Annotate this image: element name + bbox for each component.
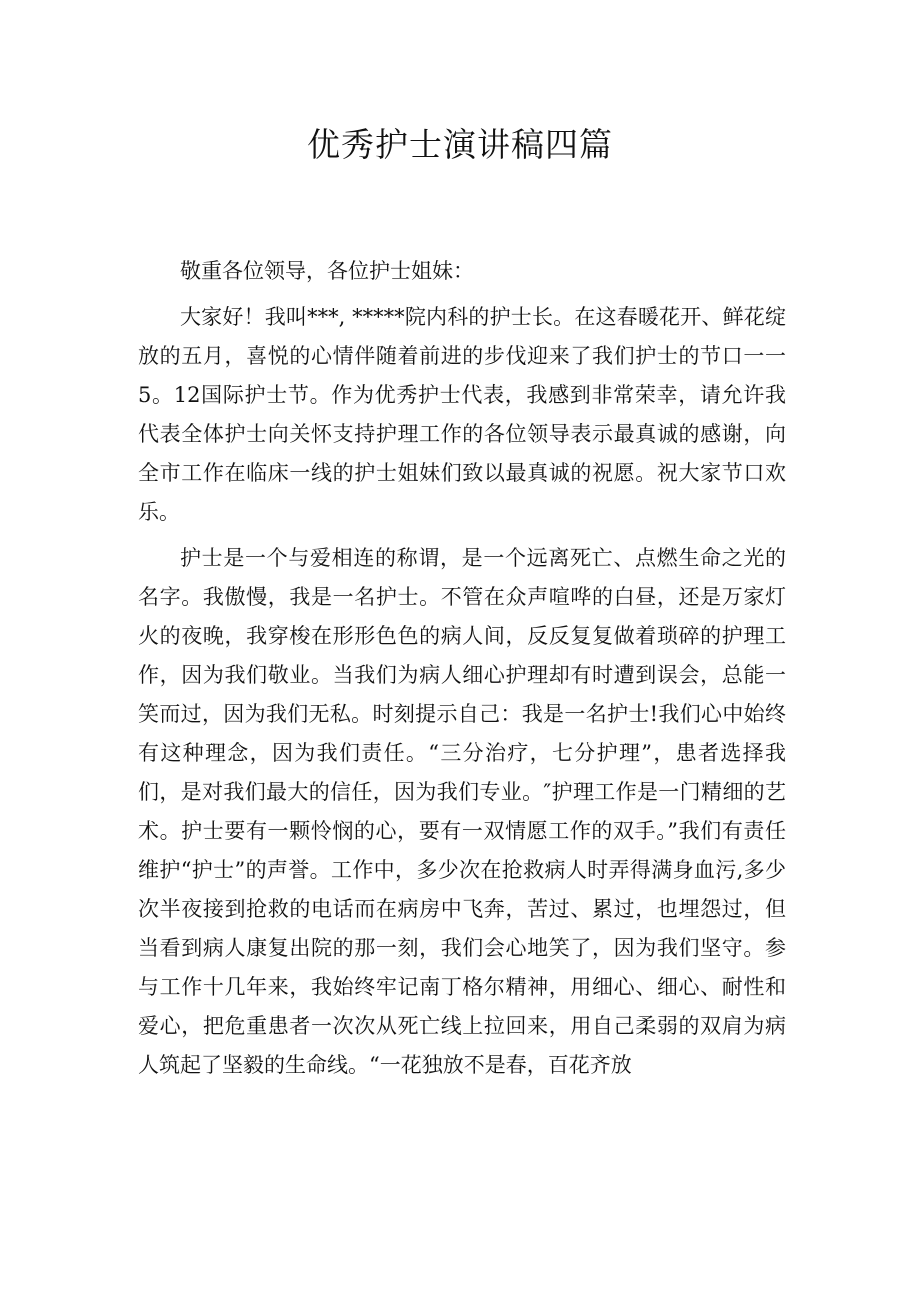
- body-paragraph: 护士是一个与爱相连的称谓，是一个远离死亡、点燃生命之光的名字。我傲慢，我是一名护士。不管在众声喧哗的白昼，还是万家灯火的夜晚，我穿梭在形形色色的病人间，反反复复做着琐碎的护理工作，因为我们敬业。当我们为病人细心护理却有时遭到误会，总能一笑而过，因为我们无私。时刻提示自己：我是一名护士!我们心中始终有这种理念，因为我们责任。“三分治疗，七分护理”，患者选择我们，是对我们最大的信任，因为我们专业。″护理工作是一门精细的艺术。护士要有一颗怜悯的心，要有一双情愿工作的双手。”我们有责任维护“护士”的声誉。工作中，多少次在抢救病人时弄得满身血污,多少次半夜接到抢救的电话而在病房中飞奔，苦过、累过，也埋怨过，但当看到病人康复出院的那一刻，我们会心地笑了，因为我们坚守。参与工作十几年来，我始终牢记南丁格尔精神，用细心、细心、耐性和爱心，把危重患者一次次从死亡线上拉回来，用自己柔弱的双肩为病人筑起了坚毅的生命线。“一花独放不是春，百花齐放: [138, 546, 786, 1077]
- salutation-paragraph: 敬重各位领导，各位护士姐妹：: [180, 259, 474, 283]
- document-body: [138, 252, 786, 1092]
- greeting-paragraph: 大家好！我叫***, *****院内科的护士长。在这春暖花开、鲜花绽放的五月，喜悦的心情伴随着前进的步伐迎来了我们护士的节口一一5。12国际护士节。作为优秀护士代表，我感到非常荣幸，请允许我代表全体护士向关怀支持护理工作的各位领导表示最真诚的感谢，向全市工作在临床一线的护士姐妹们致以最真诚的祝愿。祝大家节口欢乐。: [138, 305, 786, 524]
- document-title: 优秀护士演讲稿四篇: [307, 125, 613, 164]
